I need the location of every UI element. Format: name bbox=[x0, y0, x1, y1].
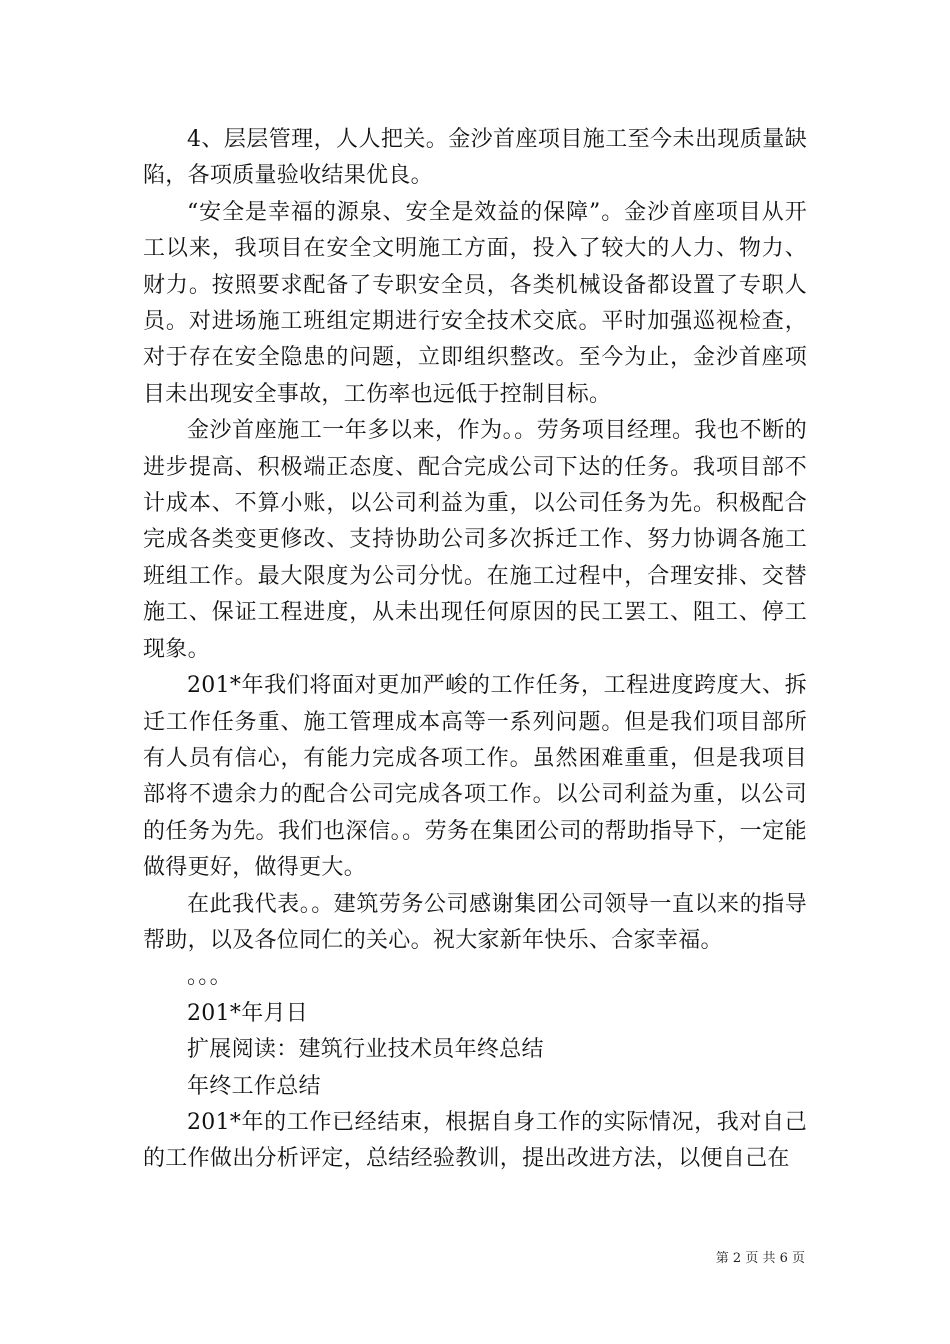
paragraph-ellipsis: 。。。 bbox=[187, 964, 232, 990]
paragraph-summary-heading: 年终工作总结 bbox=[187, 1073, 321, 1099]
page-number: 第 2 页 共 6 页 bbox=[715, 1251, 805, 1266]
paragraph-manager-work: 金沙首座施工一年多以来，作为。。劳务项目经理。我也不断的进步提高、积极端正态度、配合完成公司下达的任务。我项目部不计成本、不算小账，以公司利益为重，以公司任务为先。积极配合完成各类变更修改、支持协助公司多次拆迁工作、努力协调各施工班组工作。最大限度为公司分忧。在施工过程中，合理安排、交替施工、保证工程进度，从未出现任何原因的民工罢工、阻工、停工现象。 bbox=[143, 418, 807, 662]
paragraph-thanks: 在此我代表。。建筑劳务公司感谢集团公司领导一直以来的指导帮助，以及各位同仁的关心。祝大家新年快乐、合家幸福。 bbox=[143, 891, 807, 953]
paragraph-extended-reading: 扩展阅读：建筑行业技术员年终总结 bbox=[187, 1037, 544, 1063]
paragraph-summary-intro: 201*年的工作已经结束，根据自身工作的实际情况，我对自己的工作做出分析评定，总结经验教训，提出改进方法，以便自己在 bbox=[143, 1109, 807, 1172]
paragraph-quality: 4、层层管理，人人把关。金沙首座项目施工至今未出现质量缺陷，各项质量验收结果优良。 bbox=[143, 127, 807, 189]
document-body bbox=[143, 122, 807, 1178]
paragraph-safety: “安全是幸福的源泉、安全是效益的保障”。金沙首座项目从开工以来，我项目在安全文明施工方面，投入了较大的人力、物力、财力。按照要求配备了专职安全员，各类机械设备都设置了专职人员。对进场施工班组定期进行安全技术交底。平时加强巡视检查，对于存在安全隐患的问题，立即组织整改。至今为止，金沙首座项目未出现安全事故，工伤率也远低于控制目标。 bbox=[143, 199, 807, 407]
paragraph-next-year: 201*年我们将面对更加严峻的工作任务，工程进度跨度大、拆迁工作任务重、施工管理成本高等一系列问题。但是我们项目部所有人员有信心，有能力完成各项工作。虽然困难重重，但是我项目部将不遗余力的配合公司完成各项工作。以公司利益为重，以公司的任务为先。我们也深信。。劳务在集团公司的帮助指导下，一定能做得更好，做得更大。 bbox=[143, 673, 807, 881]
paragraph-date: 201*年月日 bbox=[187, 1000, 309, 1026]
